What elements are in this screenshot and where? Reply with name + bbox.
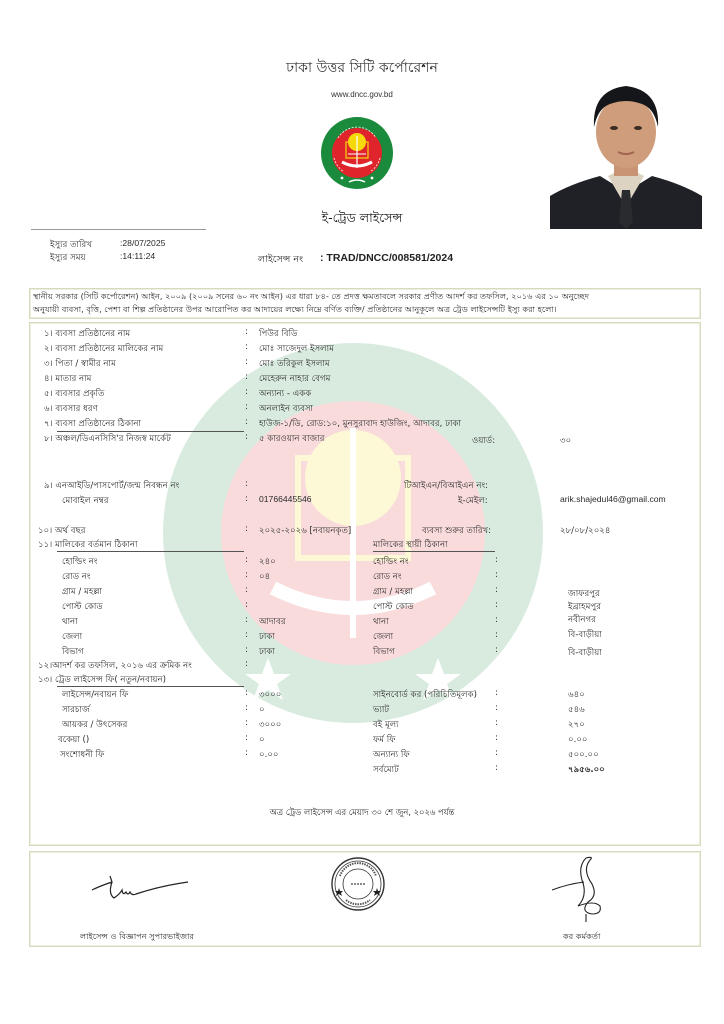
- colon: :: [245, 733, 248, 743]
- issue-time-label: ইস্যুর সময়: [50, 253, 86, 263]
- mobile-value: 01766445546: [259, 494, 312, 504]
- address-value: জাফরপুর: [568, 589, 600, 599]
- document-title: ই-ট্রেড লাইসেন্স: [321, 210, 403, 225]
- fee-label: সারচার্জ: [62, 705, 90, 715]
- tax-officer-title: কর কর্মকর্তা: [563, 931, 601, 941]
- license-number: : TRAD/DNCC/008581/2024: [320, 252, 454, 264]
- address-value: ২৪০: [259, 557, 276, 567]
- ward-label: ওয়ার্ড:: [472, 436, 496, 446]
- colon: :: [495, 600, 498, 610]
- present-address-title: ১১। মালিকের বর্তমান ঠিকানা: [38, 540, 138, 550]
- fee-value: ৩০০০: [259, 690, 282, 700]
- colon: :: [495, 630, 498, 640]
- address-value: ঢাকা: [259, 647, 275, 657]
- validity-note: অত্র ট্রেড লাইসেন্স এর মেয়াদ ৩০ শে জুন, ২০২৬ পর্যন্ত: [269, 807, 455, 817]
- fee-value: ২৭০: [568, 720, 585, 730]
- field-value-mother-name: মেহেরুন নাহার বেগম: [259, 374, 331, 384]
- colon: :: [245, 524, 248, 534]
- address-value: ঢাকা: [259, 632, 275, 642]
- model-tax-label: ১২।আদর্শ কর তফসিল, ২০১৬ এর ক্রমিক নং: [38, 661, 192, 671]
- nid-label: ৯। এনআইডি/পাসপোর্ট/জন্ম নিবন্ধন নং: [44, 481, 180, 491]
- email-value: arik.shajedul46@gmail.com: [560, 494, 666, 504]
- address-label: পোস্ট কোড: [373, 602, 414, 612]
- address-label: হোল্ডিং নং: [62, 557, 98, 567]
- colon: :: [245, 432, 248, 442]
- field-label: ৬। ব্যবসার ধরণ: [44, 404, 98, 414]
- colon: :: [245, 748, 248, 758]
- fee-value: ৩০০০: [259, 720, 282, 730]
- colon: :: [245, 402, 248, 412]
- field-value-business-address: হাউজ-১/ডি, রোড:১০, মুনসুরাবাদ হাউজিং, আদাবর, ঢাকা: [259, 419, 461, 429]
- fee-value: ০: [259, 735, 265, 745]
- issue-divider: [31, 229, 206, 230]
- divider: [57, 551, 244, 552]
- tax-officer-signature: [548, 856, 628, 924]
- address-label: থানা: [373, 617, 389, 627]
- colon: :: [245, 357, 248, 367]
- fee-label: ভ্যাট: [373, 705, 390, 715]
- fee-value: ৫০০.০০: [568, 750, 599, 760]
- issue-date-value: :28/07/2025: [120, 238, 166, 248]
- colon: :: [495, 718, 498, 728]
- mobile-label: মোবাইল নম্বর: [62, 496, 109, 506]
- address-value: ইব্রাহমপুর: [568, 602, 601, 612]
- address-value: নবীনগর: [568, 615, 596, 625]
- colon: :: [245, 718, 248, 728]
- address-label: থানা: [62, 617, 78, 627]
- field-label: ৫। ব্যবসার প্রকৃতি: [44, 389, 105, 399]
- colon: :: [495, 555, 498, 565]
- address-label: হোল্ডিং নং: [373, 557, 409, 567]
- license-label: লাইসেন্স নং: [258, 254, 304, 265]
- colon: :: [245, 703, 248, 713]
- colon: :: [245, 372, 248, 382]
- colon: :: [495, 688, 498, 698]
- colon: :: [245, 342, 248, 352]
- ward-value: ৩০: [560, 436, 572, 446]
- colon: :: [245, 494, 248, 504]
- address-value: বি-বাড়ীয়া: [568, 648, 602, 658]
- address-label: বিভাগ: [62, 647, 84, 657]
- colon: :: [495, 570, 498, 580]
- field-label: ১। ব্যবসা প্রতিষ্ঠানের নাম: [44, 329, 131, 339]
- fees-title: ১৩। ট্রেড লাইসেন্স ফি( নতুন/নবায়ন): [38, 675, 166, 685]
- official-stamp: [330, 856, 386, 912]
- colon: :: [245, 417, 248, 427]
- fiscal-year-label: ১০। অর্থ বছর: [38, 526, 86, 536]
- colon: :: [245, 555, 248, 565]
- fee-value: ৫৪৬: [568, 705, 585, 715]
- address-label: জেলা: [62, 632, 83, 642]
- address-label: বিভাগ: [373, 647, 395, 657]
- colon: :: [495, 645, 498, 655]
- fee-label: বই মূল্য: [373, 720, 399, 730]
- fee-total-label: সর্বমোট: [373, 765, 399, 775]
- colon: :: [495, 585, 498, 595]
- colon: :: [245, 645, 248, 655]
- business-start-label: ব্যবসা শুরুর তারিখ:: [422, 526, 492, 536]
- preamble-line-2: অনুযায়ী ব্যবসা, বৃত্তি, পেশা বা শিল্প প্রতিষ্ঠানের উপর আরোপিত কর আদায়ের লক্ষ্যে নিম্নে বর্ণিত ব্যক্তি/ প্রতিষ্ঠানের আনুকূলে অত্র ট্রেড লাইসেন্সটি ইস্যু করা হলো।: [33, 304, 557, 314]
- field-value-business-type: অনলাইন ব্যবসা: [259, 404, 314, 414]
- field-value-father-name: মোঃ তরিকুল ইসলাম: [259, 359, 330, 369]
- website-link[interactable]: www.dncc.gov.bd: [331, 90, 393, 99]
- fee-label: আয়কর / উৎসেকর: [62, 720, 128, 730]
- address-label: জেলা: [373, 632, 394, 642]
- colon: :: [495, 748, 498, 758]
- preamble-line-1: স্থানীয় সরকার (সিটি কর্পোরেশন) আইন, ২০০৯ (২০০৯ সনের ৬০ নং আইন) এর ধারা ৮৪- তে প্রদত্ত ক্ষমতাবলে সরকার প্রণীত আদর্শ কর তফসিল, ২০১৬ এর ১০ অনুচ্ছেদ: [33, 291, 590, 301]
- fee-value: ৬৪০: [568, 690, 585, 700]
- colon: :: [245, 327, 248, 337]
- colon: :: [495, 733, 498, 743]
- org-name: ঢাকা উত্তর সিটি কর্পোরেশন: [286, 60, 438, 76]
- field-label: ৪। মাতার নাম: [44, 374, 92, 384]
- email-label: ই-মেইল:: [458, 496, 488, 506]
- colon: :: [245, 630, 248, 640]
- field-value-owner-name: মোঃ সাজেদুল ইসলাম: [259, 344, 334, 354]
- address-value: বি-বাড়ীয়া: [568, 630, 602, 640]
- field-value-business-name: পিউর বিডি: [259, 329, 298, 339]
- fee-label: লাইসেন্স/নবায়ন ফি: [62, 690, 129, 700]
- address-label: রোড নং: [373, 572, 402, 582]
- address-label: গ্রাম / মহল্লা: [62, 587, 102, 597]
- colon: :: [245, 387, 248, 397]
- colon: :: [495, 703, 498, 713]
- colon: :: [495, 763, 498, 773]
- issue-date-label: ইস্যুর তারিখ: [50, 240, 92, 250]
- fee-label: অন্যান্য ফি: [373, 750, 410, 760]
- permanent-address-title: মালিকের স্থায়ী ঠিকানা: [373, 540, 448, 550]
- fee-total-value: ৭৯৫৬.০০: [568, 765, 605, 775]
- address-label: রোড নং: [62, 572, 91, 582]
- issue-time-value: :14:11:24: [120, 251, 156, 261]
- tin-label: টিআইএন/বিআইএন নং:: [404, 481, 489, 491]
- business-start-value: ২৮/০৮/২০২৪: [560, 526, 611, 536]
- supervisor-signature: [90, 872, 190, 902]
- field-value-market: ৫ কারওয়ান বাজার: [259, 434, 325, 444]
- fee-label: ফর্ম ফি: [373, 735, 396, 745]
- colon: :: [495, 615, 498, 625]
- colon: :: [245, 585, 248, 595]
- field-label: ২। ব্যবসা প্রতিষ্ঠানের মালিকের নাম: [44, 344, 164, 354]
- preamble-box: [29, 288, 701, 319]
- fee-value: ০.০০: [568, 735, 588, 745]
- colon: :: [245, 688, 248, 698]
- supervisor-title: লাইসেন্স ও বিজ্ঞাপন সুপারভাইজার: [80, 931, 195, 941]
- address-label: পোস্ট কোড: [62, 602, 103, 612]
- fee-value: ০.০০: [259, 750, 279, 760]
- field-value-business-nature: অন্যান্য - একক: [259, 389, 312, 399]
- fee-label: বকেয়া (): [58, 735, 90, 745]
- fee-label: সাইনবোর্ড কর (পরিচিতিমূলক): [373, 690, 477, 700]
- address-value: ০৪: [259, 572, 271, 582]
- colon: :: [245, 659, 248, 669]
- owner-photo: [550, 72, 702, 229]
- fiscal-year-value: ২০২৫-২০২৬ [নবায়নকৃত]: [259, 526, 352, 536]
- address-label: গ্রাম / মহল্লা: [373, 587, 413, 597]
- colon: :: [245, 600, 248, 610]
- fee-label: সংশোধনী ফি: [60, 750, 105, 760]
- colon: :: [245, 570, 248, 580]
- divider: [57, 686, 244, 687]
- fee-value: ০: [259, 705, 265, 715]
- field-label: ৭। ব্যবসা প্রতিষ্ঠানের ঠিকানা: [44, 419, 141, 429]
- colon: :: [245, 615, 248, 625]
- divider: [373, 551, 495, 552]
- colon: :: [245, 479, 248, 489]
- field-label: ৩। পিতা / স্বামীর নাম: [44, 359, 116, 369]
- address-value: আদাবর: [259, 617, 286, 627]
- field-label: ৮। অঞ্চল/ডিএনসিসি'র নিজস্ব মার্কেট: [44, 434, 171, 444]
- dncc-logo: [320, 116, 394, 190]
